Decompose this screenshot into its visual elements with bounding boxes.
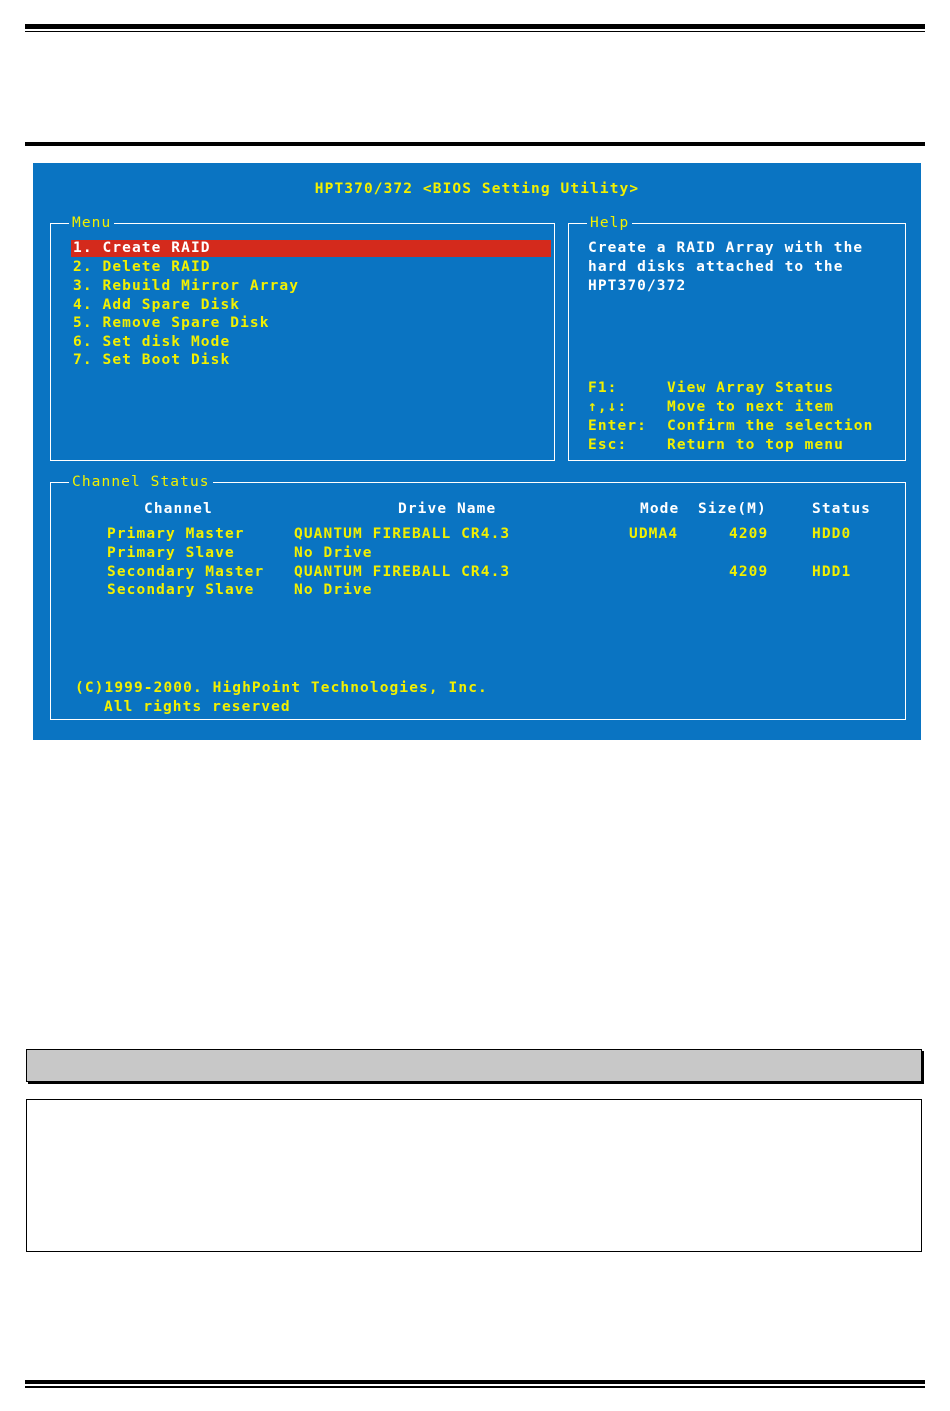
help-panel bbox=[568, 215, 906, 461]
key-f1-desc: View Array Status bbox=[667, 380, 835, 396]
help-label: Help bbox=[587, 214, 632, 232]
channel-cell: Secondary Master bbox=[107, 564, 265, 580]
menu-item-add-spare-disk[interactable]: 4. Add Spare Disk bbox=[73, 297, 241, 313]
key-f1: F1: bbox=[588, 380, 618, 396]
help-text-line: HPT370/372 bbox=[588, 278, 687, 294]
top-rule bbox=[25, 24, 925, 29]
key-arrows-desc: Move to next item bbox=[667, 399, 835, 415]
col-header-channel: Channel bbox=[144, 501, 213, 517]
key-enter-desc: Confirm the selection bbox=[667, 418, 874, 434]
help-text-line: Create a RAID Array with the bbox=[588, 240, 864, 256]
key-enter: Enter: bbox=[588, 418, 647, 434]
col-header-status: Status bbox=[812, 501, 871, 517]
mode-cell: UDMA4 bbox=[629, 526, 679, 542]
menu-item-create-raid[interactable]: 1. Create RAID bbox=[71, 240, 551, 257]
col-header-size: Size(M) bbox=[698, 501, 767, 517]
drive-cell: QUANTUM FIREBALL CR4.3 bbox=[294, 564, 511, 580]
bios-title: HPT370/372 <BIOS Setting Utility> bbox=[314, 181, 640, 197]
size-cell: 4209 bbox=[729, 526, 769, 542]
menu-panel bbox=[50, 215, 555, 461]
col-header-drive-name: Drive Name bbox=[398, 501, 497, 517]
col-header-mode: Mode bbox=[640, 501, 680, 517]
status-cell: HDD1 bbox=[812, 564, 852, 580]
channel-status-label: Channel Status bbox=[69, 473, 213, 491]
footer-rule bbox=[25, 1380, 925, 1384]
menu-label: Menu bbox=[69, 214, 114, 232]
channel-cell: Primary Slave bbox=[107, 545, 235, 561]
menu-item-remove-spare-disk[interactable]: 5. Remove Spare Disk bbox=[73, 315, 270, 331]
section-header-bar bbox=[26, 1049, 922, 1082]
channel-cell: Secondary Slave bbox=[107, 582, 255, 598]
key-arrows: ↑,↓: bbox=[588, 399, 628, 415]
key-esc: Esc: bbox=[588, 437, 628, 453]
menu-item-set-disk-mode[interactable]: 6. Set disk Mode bbox=[73, 334, 231, 350]
drive-cell: No Drive bbox=[294, 545, 373, 561]
status-cell: HDD0 bbox=[812, 526, 852, 542]
key-esc-desc: Return to top menu bbox=[667, 437, 844, 453]
menu-item-set-boot-disk[interactable]: 7. Set Boot Disk bbox=[73, 352, 231, 368]
help-text-line: hard disks attached to the bbox=[588, 259, 844, 275]
bios-screen bbox=[33, 163, 921, 740]
copyright-line-2: All rights reserved bbox=[104, 699, 291, 715]
header-rule bbox=[25, 142, 925, 146]
copyright-line-1: (C)1999-2000. HighPoint Technologies, Inc. bbox=[75, 680, 488, 696]
note-box bbox=[26, 1099, 922, 1252]
channel-status-panel bbox=[50, 474, 906, 720]
channel-cell: Primary Master bbox=[107, 526, 245, 542]
drive-cell: No Drive bbox=[294, 582, 373, 598]
menu-item-rebuild-mirror-array[interactable]: 3. Rebuild Mirror Array bbox=[73, 278, 300, 294]
drive-cell: QUANTUM FIREBALL CR4.3 bbox=[294, 526, 511, 542]
size-cell: 4209 bbox=[729, 564, 769, 580]
top-rule-thin bbox=[25, 31, 925, 32]
footer-rule-thin bbox=[25, 1386, 925, 1388]
menu-item-delete-raid[interactable]: 2. Delete RAID bbox=[73, 259, 211, 275]
